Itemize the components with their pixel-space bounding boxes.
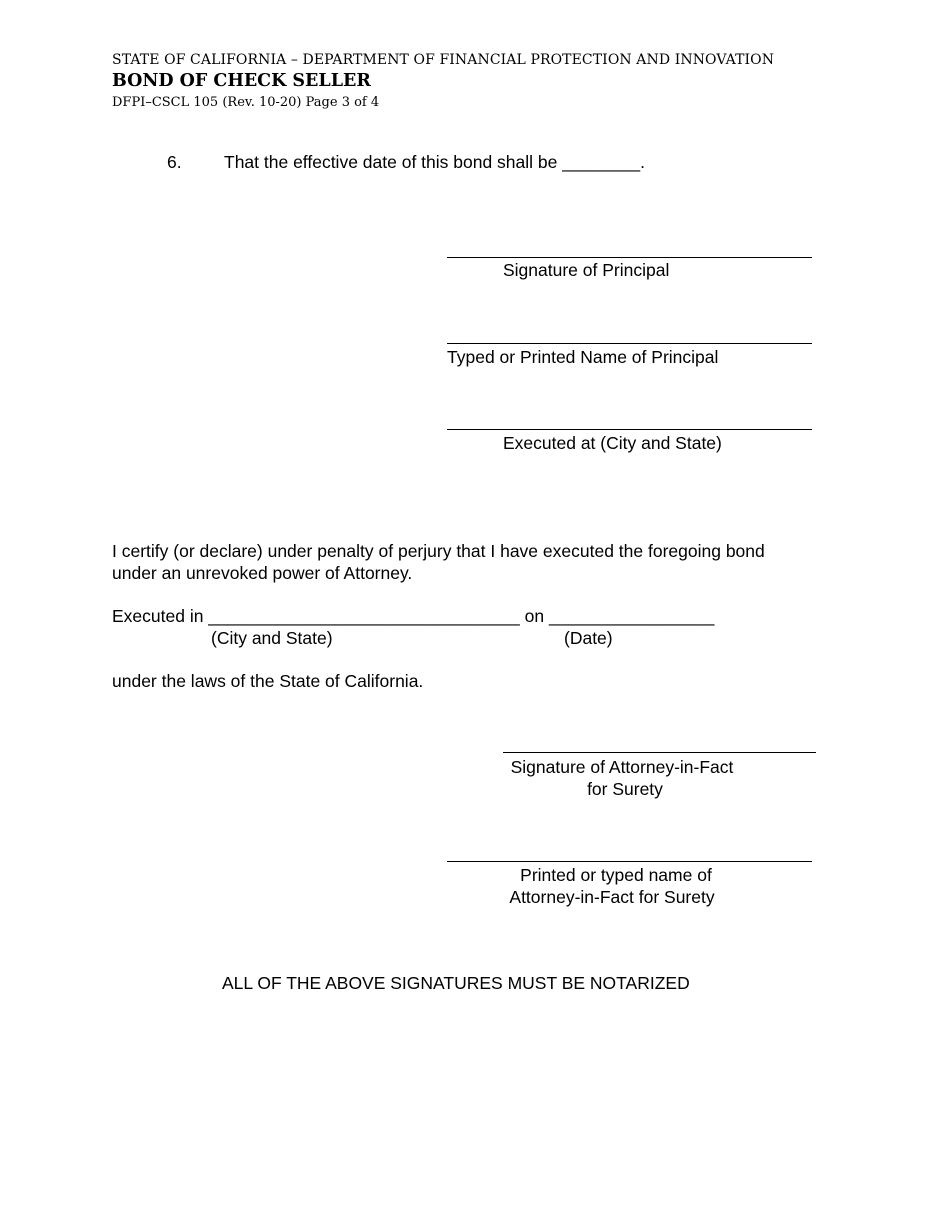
laws-statement: under the laws of the State of California. (112, 671, 424, 691)
attorney-name-label-2: Attorney-in-Fact for Surety (509, 887, 715, 907)
item-6-number: 6. (167, 152, 182, 172)
principal-signature-label: Signature of Principal (503, 260, 670, 280)
attorney-name-line[interactable] (447, 861, 812, 862)
city-state-label: (City and State) (211, 628, 333, 648)
attorney-signature-line[interactable] (503, 752, 816, 753)
attorney-name-label-1: Printed or typed name of (520, 865, 712, 885)
notarization-notice: ALL OF THE ABOVE SIGNATURES MUST BE NOTARIZED (222, 973, 690, 993)
principal-name-label: Typed or Printed Name of Principal (447, 347, 719, 367)
attorney-signature-label-2: for Surety (587, 779, 663, 799)
certification-line-2: under an unrevoked power of Attorney. (112, 563, 413, 583)
certification-line-1: I certify (or declare) under penalty of perjury that I have executed the foregoing bond (112, 541, 765, 561)
attorney-signature-label-1: Signature of Attorney-in-Fact (510, 757, 734, 777)
executed-at-label: Executed at (City and State) (503, 433, 722, 453)
principal-name-line[interactable] (447, 343, 812, 344)
form-title: BOND OF CHECK SELLER (112, 71, 371, 91)
principal-signature-line[interactable] (447, 257, 812, 258)
item-6-text: That the effective date of this bond shall be ________. (224, 152, 645, 172)
agency-header: STATE OF CALIFORNIA – DEPARTMENT OF FINANCIAL PROTECTION AND INNOVATION (112, 52, 775, 68)
executed-in-line: Executed in ________________________________ on _________________ (112, 606, 715, 626)
form-id: DFPI–CSCL 105 (Rev. 10-20) Page 3 of 4 (112, 95, 380, 110)
executed-at-line[interactable] (447, 429, 812, 430)
date-label: (Date) (564, 628, 613, 648)
